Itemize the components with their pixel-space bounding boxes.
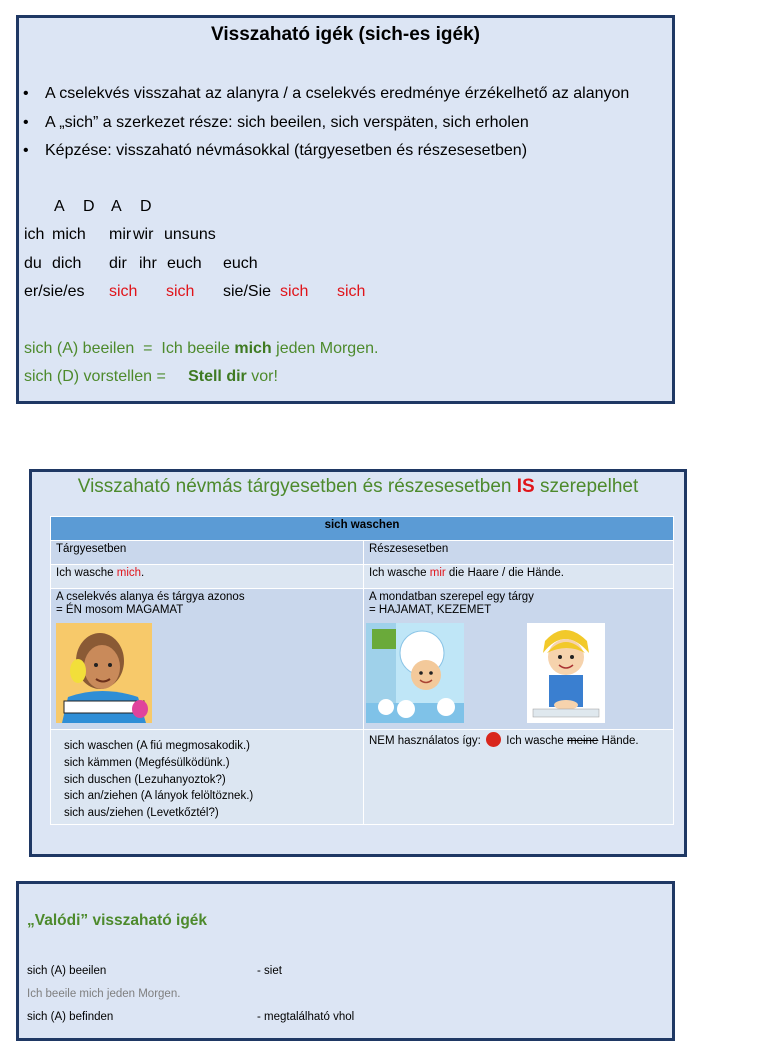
case-header-accusative: A	[54, 198, 65, 215]
table-row	[51, 565, 674, 589]
reflexive-accusative: uns	[164, 226, 190, 243]
bullet-icon: •	[23, 85, 29, 102]
reflexive-accusative: dich	[52, 255, 82, 272]
list-item: sich waschen (A fiú megmosakodik.)	[64, 740, 250, 752]
explanation-dative: A mondatban szerepel egy tárgy = HAJAMAT, KEZEMET	[364, 589, 674, 730]
reflexive-dative: sich	[166, 283, 195, 300]
explanation-accusative: A cselekvés alanya és tárgya azonos = ÉN mosom MAGAMAT	[51, 589, 364, 730]
case-header-accusative: A	[111, 198, 122, 215]
table-header: sich waschen	[51, 517, 674, 541]
example-dative: Ich wasche mir die Haare / die Hände.	[364, 565, 674, 589]
slide-accusative-dative	[29, 469, 687, 857]
reflexive-dative: uns	[190, 226, 216, 243]
slide-reflexive-verbs	[16, 15, 675, 404]
prohibited-icon	[486, 732, 501, 747]
reflexive-accusative: euch	[167, 255, 202, 272]
list-item: sich (A) beeilen - siet	[27, 965, 282, 977]
pronoun: sie/Sie	[223, 283, 272, 300]
sich-waschen-table	[50, 516, 674, 825]
bullet-list	[23, 80, 629, 166]
verb-examples	[51, 730, 364, 825]
pronoun: ihr	[139, 255, 157, 272]
column-header-accusative: Tárgyesetben	[51, 541, 364, 565]
slide-title: Visszaható névmás tárgyesetben és részesesetben IS szerepelhet	[77, 476, 639, 497]
washing-face-illustration	[56, 623, 358, 727]
table-row	[51, 541, 674, 565]
reflexive-dative: euch	[223, 255, 258, 272]
reflexive-dative: sich	[337, 283, 366, 300]
case-header-dative: D	[140, 198, 152, 215]
example-accusative: Ich wasche mich.	[51, 565, 364, 589]
reflexive-dative: mir	[109, 226, 132, 243]
slide-real-reflexive-verbs	[16, 881, 675, 1041]
slide-title: „Valódi” visszaható igék	[27, 912, 208, 929]
bullet-item: • A „sich” a szerkezet része: sich beeilen, sich verspäten, sich erholen	[23, 109, 629, 138]
pronoun: du	[24, 255, 42, 272]
list-item: sich aus/ziehen (Levetkőztél?)	[64, 807, 219, 820]
table-row	[51, 589, 674, 730]
table-row	[51, 730, 674, 825]
list-item: sich duschen (Lezuhanyoztok?)	[64, 773, 226, 786]
example-sentence: sich (D) vorstellen = Stell dir vor!	[24, 368, 278, 385]
slide-title: Visszaható igék (sich-es igék)	[211, 24, 480, 45]
reflexive-accusative: sich	[280, 283, 309, 300]
washing-face-image	[56, 623, 152, 723]
bullet-item: • Képzése: visszaható névmásokkal (tárgyesetben és részesesetben)	[23, 137, 629, 166]
column-header-dative: Részesesetben	[364, 541, 674, 565]
pronoun: wir	[133, 226, 154, 243]
example-sentence: sich (A) beeilen = Ich beeile mich jeden Morgen.	[24, 340, 379, 357]
list-item: sich kämmen (Megfésülködünk.)	[64, 756, 230, 769]
reflexive-accusative: sich	[109, 283, 138, 300]
list-item: sich (A) befinden - megtalálható vhol	[27, 1011, 355, 1023]
list-item: sich an/ziehen (A lányok felöltöznek.)	[64, 790, 254, 803]
bullet-icon: •	[23, 113, 29, 131]
example-sentence: Ich beeile mich jeden Morgen.	[27, 988, 181, 1000]
bullet-icon: •	[23, 142, 29, 159]
wrong-usage: NEM használatos így: Ich wasche meine Hände.	[364, 730, 674, 825]
washing-hair-image	[366, 623, 464, 723]
pronoun: ich	[24, 226, 45, 243]
pronoun: er/sie/es	[24, 283, 85, 300]
bullet-item: • A cselekvés visszahat az alanyra / a cselekvés eredménye érzékelhető az alanyon	[23, 80, 629, 109]
case-header-dative: D	[83, 198, 95, 215]
washing-hands-image	[527, 623, 605, 723]
reflexive-dative: dir	[109, 255, 127, 272]
reflexive-accusative: mich	[52, 226, 86, 243]
